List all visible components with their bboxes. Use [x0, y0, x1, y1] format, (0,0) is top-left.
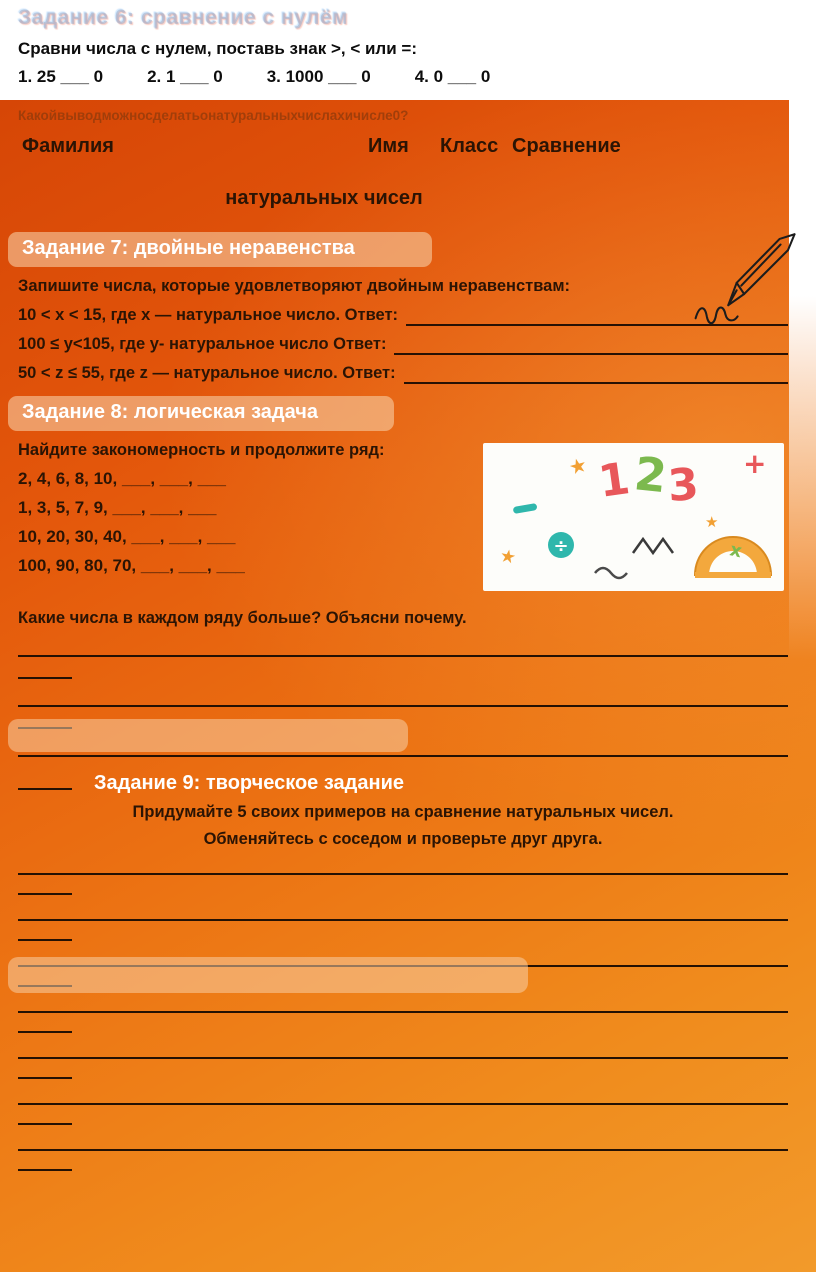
writing-line: [18, 655, 788, 657]
writing-line: [18, 1011, 788, 1013]
writing-line: [18, 1149, 788, 1151]
writing-line-continuation: [18, 939, 72, 941]
svg-text:3: 3: [666, 458, 701, 512]
task9-title: Задание 9: творческое задание: [94, 772, 404, 794]
task7-instruction: Запишите числа, которые удовлетворяют двойным неравенствам:: [18, 277, 571, 295]
writing-line-continuation: [18, 985, 72, 987]
task6-item: 1. 25 ___ 0: [18, 67, 104, 86]
task6-followup-question: Какойвыводможносделатьонатуральныхчислахичисле0?: [18, 108, 409, 123]
worksheet-body: [0, 100, 816, 1272]
page-right-margin: [789, 100, 816, 660]
task8-sequence: 100, 90, 80, 70, ___, ___, ___: [18, 556, 245, 575]
svg-text:x: x: [727, 539, 744, 563]
writing-line: [18, 705, 788, 707]
writing-line-continuation: [18, 1077, 72, 1079]
task8-header: [8, 396, 394, 431]
task9-instruction-1: Придумайте 5 своих примеров на сравнение натуральных чисел.: [132, 803, 674, 821]
surname-label: Фамилия: [22, 135, 114, 157]
task6-item: 3. 1000 ___ 0: [266, 67, 371, 86]
student-info-row: [18, 135, 788, 161]
task8-section: [18, 439, 788, 597]
task8-sequence: 2, 4, 6, 8, 10, ___, ___, ___: [18, 469, 226, 488]
writing-line-pair: [18, 655, 788, 679]
writing-line-pair: [18, 1057, 788, 1079]
answer-lines-block-2: [18, 873, 788, 1171]
task6-section: [0, 0, 816, 100]
writing-line: [18, 1057, 788, 1059]
worksheet-title-line1: Сравнение: [512, 135, 621, 157]
writing-line-pair: [18, 873, 788, 895]
task8-sequence: 10, 20, 30, 40, ___, ___, ___: [18, 527, 236, 546]
writing-line: [18, 965, 788, 967]
task7-row-text: 10 < x < 15, где x — натуральное число. Ответ:: [18, 306, 399, 324]
writing-line: [18, 755, 788, 757]
writing-line-pair: [18, 965, 788, 987]
task6-item: 4. 0 ___ 0: [414, 67, 491, 86]
task9-instruction-2: Обменяйтесь с соседом и проверьте друг друга.: [203, 830, 603, 848]
task6-items-row: [18, 67, 798, 87]
writing-line-continuation: [18, 788, 72, 790]
svg-text:+: +: [743, 447, 767, 480]
answer-blank-line: [394, 337, 788, 355]
highlight-box: [8, 957, 528, 993]
task6-item: 2. 1 ___ 0: [147, 67, 223, 86]
task7-answer-row: [18, 304, 788, 326]
writing-line-continuation: [18, 1031, 72, 1033]
highlight-box: [8, 719, 408, 752]
task9-header-row: [18, 759, 788, 795]
svg-text:1: 1: [595, 453, 633, 508]
task6-instruction: Сравни числа с нулем, поставь знак >, < или =:: [18, 39, 417, 58]
task8-title: Задание 8: логическая задача: [22, 401, 318, 423]
pen-icon: [690, 228, 802, 332]
svg-text:2: 2: [631, 446, 670, 504]
name-label: Имя: [368, 135, 409, 157]
worksheet-title-line2: натуральных чисел: [225, 187, 423, 209]
writing-line-continuation: [18, 677, 72, 679]
task7-answer-row: [18, 333, 788, 355]
writing-line-pair: [18, 1149, 788, 1171]
writing-line: [18, 919, 788, 921]
answer-blank-line: [404, 366, 788, 384]
writing-line-continuation: [18, 893, 72, 895]
writing-line-continuation: [18, 727, 72, 729]
svg-text:★: ★: [566, 452, 590, 480]
writing-line-continuation: [18, 1169, 72, 1171]
svg-text:★: ★: [705, 513, 719, 531]
writing-line-pair: [18, 755, 788, 757]
svg-text:÷: ÷: [553, 536, 569, 557]
task7-answer-row: [18, 362, 788, 384]
writing-line-continuation: [18, 1123, 72, 1125]
task7-row-text: 100 ≤ y<105, где y- натуральное число Ответ:: [18, 335, 387, 353]
writing-line: [18, 873, 788, 875]
task7-row-text: 50 < z ≤ 55, где z — натуральное число. Ответ:: [18, 364, 396, 382]
math-doodles-image: [483, 443, 784, 591]
svg-text:★: ★: [498, 545, 518, 569]
task8-sequence: 1, 3, 5, 7, 9, ___, ___, ___: [18, 498, 217, 517]
task7-title: Задание 7: двойные неравенства: [22, 237, 355, 259]
task6-faded-title: Задание 6: сравнение с нулём: [18, 6, 349, 29]
writing-line-pair: [18, 1103, 788, 1125]
task8-question: Какие числа в каждом ряду больше? Объясни почему.: [18, 609, 467, 627]
class-label: Класс: [440, 135, 499, 157]
task8-instruction: Найдите закономерность и продолжите ряд:: [18, 441, 385, 459]
task7-header: [8, 232, 432, 267]
writing-line: [18, 1103, 788, 1105]
answer-lines-block-1: [18, 655, 788, 757]
writing-line-pair: [18, 1011, 788, 1033]
writing-line-pair: [18, 705, 788, 729]
writing-line-pair: [18, 919, 788, 941]
